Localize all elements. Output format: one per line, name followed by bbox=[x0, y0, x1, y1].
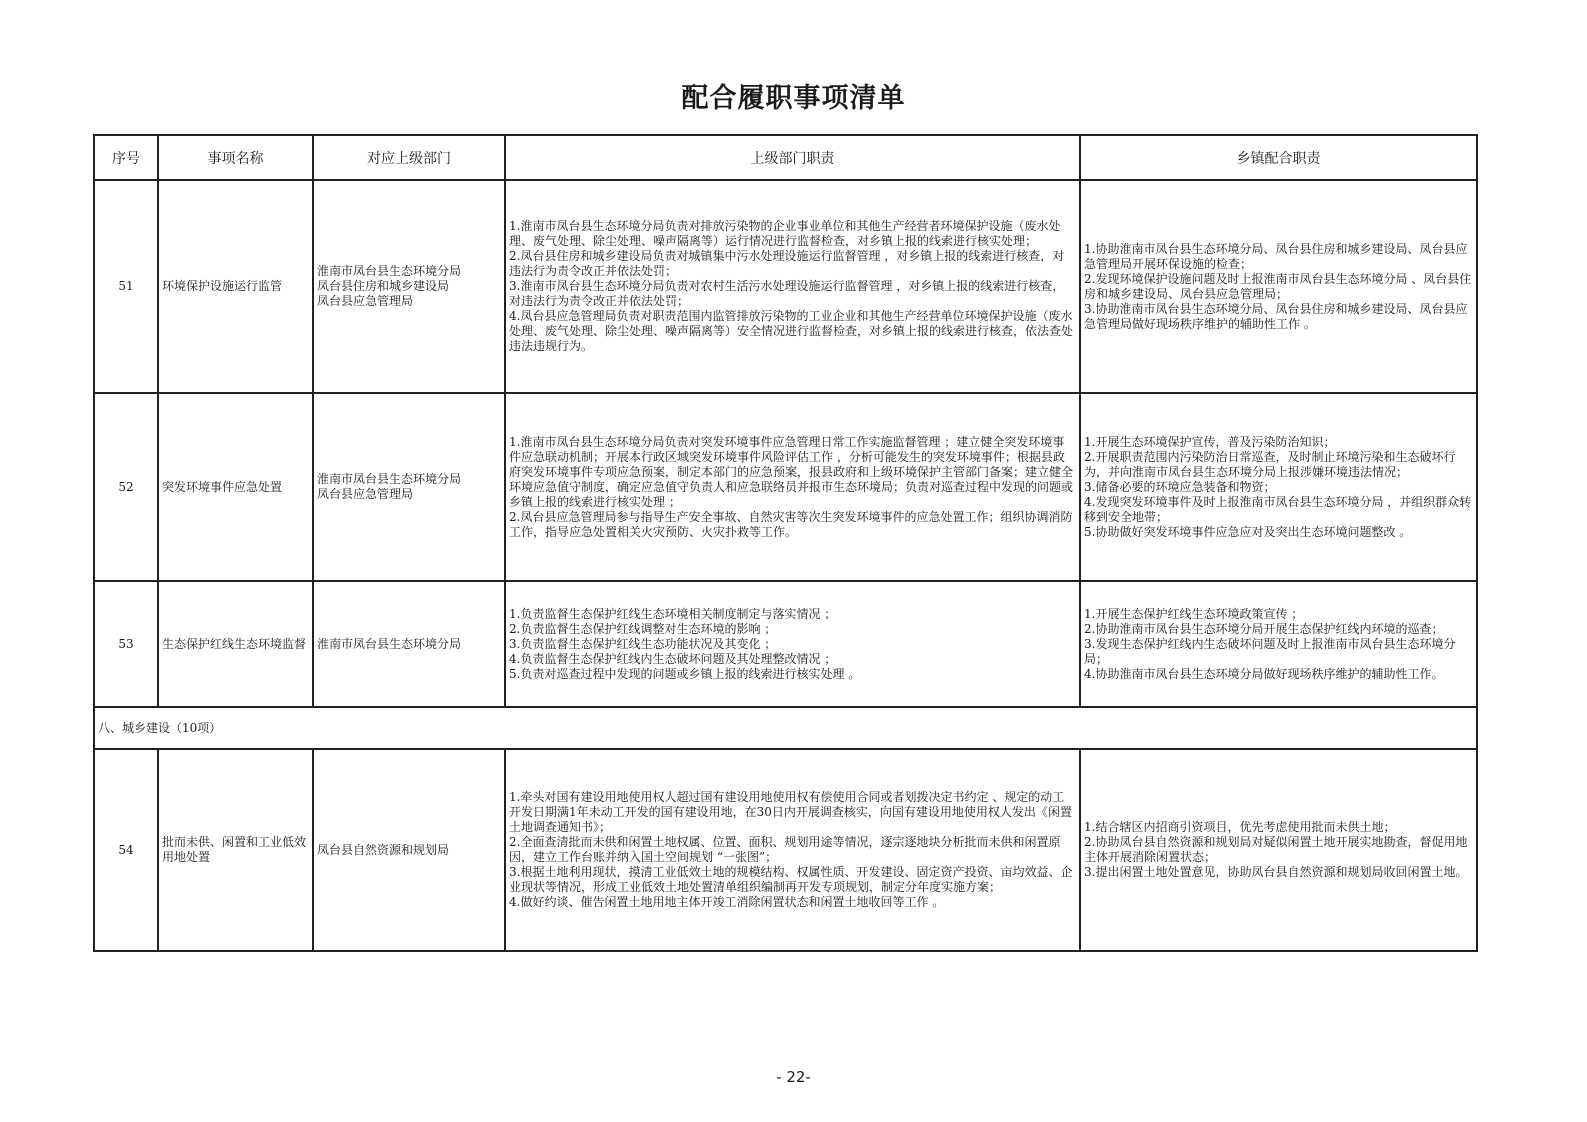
department: 凤台县自然资源和规划局 bbox=[317, 842, 450, 857]
duty-item: 2.发现环境保护设施问题及时上报淮南市凤台县生态环境分局 、凤台县住房和城乡建设局、凤台县应急管理局； bbox=[1084, 271, 1472, 301]
township-duties-cell bbox=[1080, 581, 1477, 707]
duty-item: 2.凤台县住房和城乡建设局负责对城镇集中污水处理设施运行监督管理 ，对乡镇上报的线索进行核查，对违法行为责令改正并依法处罚； bbox=[509, 249, 1065, 278]
table-row bbox=[94, 393, 1477, 581]
duty-item: 4.发现突发环境事件及时上报淮南市凤台县生态环境分局 ，并组织群众转移到安全地带； bbox=[1084, 494, 1472, 524]
township-duties-cell bbox=[1080, 749, 1477, 951]
department-cell bbox=[313, 180, 505, 393]
item-name: 环境保护设施运行监管 bbox=[158, 180, 313, 393]
section-label: 八、城乡建设（10项） bbox=[94, 707, 1477, 749]
header-no: 序号 bbox=[94, 135, 158, 180]
duty-item: 2.全面查清批而未供和闲置土地权属、位置、面积、规划用途等情况，逐宗逐地块分析批而未供和闲置原因，建立工作台账并纳入国土空间规划 “一张图”； bbox=[509, 835, 1061, 864]
header-superior-duties: 上级部门职责 bbox=[505, 135, 1080, 180]
duty-item: 2.负责监督生态保护红线调整对生态环境的影响 ； bbox=[509, 621, 777, 636]
superior-duties-cell bbox=[505, 581, 1080, 707]
duties-table bbox=[93, 134, 1478, 952]
duty-item: 1.结合辖区内招商引资项目，优先考虑使用批而未供土地； bbox=[1084, 820, 1396, 834]
department: 淮南市凤台县生态环境分局 bbox=[317, 636, 462, 651]
header-township-duties: 乡镇配合职责 bbox=[1080, 135, 1477, 180]
duty-item: 3.协助淮南市凤台县生态环境分局、凤台县住房和城乡建设局、凤台县应急管理局做好现场秩序维护的辅助性工作 。 bbox=[1084, 301, 1468, 331]
header-department: 对应上级部门 bbox=[313, 135, 505, 180]
item-name: 批而未供、闲置和工业低效用地处置 bbox=[158, 749, 313, 951]
item-name: 突发环境事件应急处置 bbox=[158, 393, 313, 581]
row-number: 52 bbox=[94, 393, 158, 581]
duty-item: 2.协助凤台县自然资源和规划局对疑似闲置土地开展实地勘查，督促用地主体开展消除闲置状态； bbox=[1084, 835, 1468, 864]
section-row bbox=[94, 707, 1477, 749]
superior-duties-cell bbox=[505, 180, 1080, 393]
duty-item: 1.牵头对国有建设用地使用权人超过国有建设用地使用权有偿使用合同或者划拨决定书约定 、规定的动工开发日期满1年未动工开发的国有建设用地，在30日内开展调查核实，向国有建设用地使用权人发出《闲置土地调查通知书》； bbox=[509, 790, 1072, 834]
duty-item: 1.开展生态保护红线生态环境政策宣传 ； bbox=[1084, 606, 1304, 621]
department-cell bbox=[313, 581, 505, 707]
duty-item: 5.负责对巡查过程中发现的问题或乡镇上报的线索进行核实处理 。 bbox=[509, 666, 861, 681]
table-header-row bbox=[94, 135, 1477, 180]
department: 凤台县应急管理局 bbox=[317, 294, 414, 308]
row-number: 53 bbox=[94, 581, 158, 707]
department-cell bbox=[313, 749, 505, 951]
duty-item: 4.负责监督生态保护红线内生态破坏问题及其处理整改情况 ； bbox=[509, 651, 837, 666]
duty-item: 4.协助淮南市凤台县生态环境分局做好现场秩序维护的辅助性工作。 bbox=[1084, 666, 1444, 681]
document-title: 配合履职事项清单 bbox=[681, 83, 906, 114]
table-row bbox=[94, 581, 1477, 707]
department: 凤台县住房和城乡建设局 bbox=[317, 279, 450, 293]
duty-item: 3.淮南市凤台县生态环境分局负责对农村生活污水处理设施运行监督管理 ，对乡镇上报的线索进行核查，对违法行为责令改正并依法处罚； bbox=[509, 279, 1065, 308]
duty-item: 1.开展生态环境保护宣传，普及污染防治知识； bbox=[1084, 434, 1336, 449]
row-number: 54 bbox=[94, 749, 158, 951]
township-duties-cell bbox=[1080, 393, 1477, 581]
department: 淮南市凤台县生态环境分局 bbox=[317, 264, 462, 278]
row-number: 51 bbox=[94, 180, 158, 393]
duty-item: 3.负责监督生态保护红线生态功能状况及其变化 ； bbox=[509, 636, 777, 651]
duty-item: 4.凤台县应急管理局负责对职责范围内监管排放污染物的工业企业和其他生产经营单位环境保护设施（废水处理、废气处理、除尘处理、噪声隔离等）安全情况进行监督检查，对乡镇上报的线索进行核查，依法查处违法违规行为。 bbox=[509, 309, 1074, 353]
superior-duties-cell bbox=[505, 393, 1080, 581]
item-name: 生态保护红线生态环境监督 bbox=[158, 581, 313, 707]
duty-item: 1.淮南市凤台县生态环境分局负责对排放污染物的企业事业单位和其他生产经营者环境保护设施（废水处理、废气处理、除尘处理、噪声隔离等）运行情况进行监督检查，对乡镇上报的线索进行核实处理； bbox=[509, 219, 1061, 248]
table-row bbox=[94, 749, 1477, 951]
department: 淮南市凤台县生态环境分局 bbox=[317, 472, 462, 486]
header-item-name: 事项名称 bbox=[158, 135, 313, 180]
duty-item: 2.协助淮南市凤台县生态环境分局开展生态保护红线内环境的巡查； bbox=[1084, 621, 1444, 636]
duty-item: 5.协助做好突发环境事件应急应对及突出生态环境问题整改 。 bbox=[1084, 524, 1412, 539]
table-row bbox=[94, 180, 1477, 393]
department-cell bbox=[313, 393, 505, 581]
duty-item: 1.协助淮南市凤台县生态环境分局、凤台县住房和城乡建设局、凤台县应急管理局开展环保设施的检查； bbox=[1084, 241, 1468, 271]
duty-item: 3.提出闲置土地处置意见，协助凤台县自然资源和规划局收回闲置土地。 bbox=[1084, 865, 1468, 879]
superior-duties-cell bbox=[505, 749, 1080, 951]
township-duties-cell bbox=[1080, 180, 1477, 393]
department: 凤台县应急管理局 bbox=[317, 487, 414, 501]
duty-item: 3.发现生态保护红线内生态破坏问题及时上报淮南市凤台县生态环境分局； bbox=[1084, 636, 1456, 666]
duty-item: 3.根据土地利用现状，摸清工业低效土地的规模结构、权属性质、开发建设、固定资产投资、亩均效益、企业现状等情况，形成工业低效土地处置清单组织编制再开发专项规划，制定分年度实施方案； bbox=[509, 865, 1073, 894]
duty-item: 1.淮南市凤台县生态环境分局负责对突发环境事件应急管理日常工作实施监督管理 ；建立健全突发环境事件应急联动机制；开展本行政区域突发环境事件风险评估工作 ，分析可能发生的突发环境事件；根据县政府突发环境事件专项应急预案，制定本部门的应急预案，报县政府和上级环境保护主管部门备案；建立健全环境应急值守制度，确定应急值守负责人和应急联络员并报市生态环境局；负责对巡查过程中发现的问题或乡镇上报的线索进行核实处理 ； bbox=[509, 434, 1074, 509]
page-number: - 22- bbox=[776, 1068, 811, 1086]
duty-item: 1.负责监督生态保护红线生态环境相关制度制定与落实情况 ； bbox=[509, 606, 837, 621]
duty-item: 2.凤台县应急管理局参与指导生产安全事故、自然灾害等次生突发环境事件的应急处置工作；组织协调消防工作，指导应急处置相关火灾预防、火灾扑救等工作。 bbox=[509, 509, 1073, 539]
duty-item: 2.开展职责范围内污染防治日常巡查，及时制止环境污染和生态破坏行为，并向淮南市凤台县生态环境分局上报涉嫌环境违法情况； bbox=[1084, 449, 1456, 479]
duty-item: 4.做好约谈、催告闲置土地用地主体开竣工消除闲置状态和闲置土地收回等工作 。 bbox=[509, 895, 945, 909]
duty-item: 3.储备必要的环境应急装备和物资； bbox=[1084, 479, 1276, 494]
